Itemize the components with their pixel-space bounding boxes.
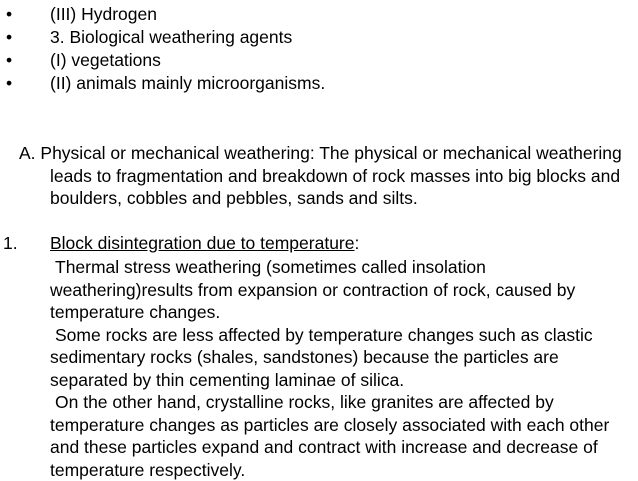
bullet-text: (I) vegetations: [50, 50, 161, 70]
bullet-item: [0, 72, 630, 95]
bullet-list: [0, 3, 630, 95]
bullet-marker: •: [6, 4, 13, 24]
crystalline-rocks-paragraph: On the other hand, crystalline rocks, like granites are affected by temperature changes as particles are closely associated with each other and these particles expand and contract with increase and decrease of temperature respectively.: [50, 392, 610, 480]
bullet-text: (III) Hydrogen: [50, 4, 157, 24]
sedimentary-rocks-paragraph: Some rocks are less affected by temperature changes such as clastic sedimentary rocks (shales, sandstones) because the particles are separated by thin cementing laminae of silica.: [50, 324, 593, 390]
bullet-item: [0, 3, 630, 26]
section-body: [50, 256, 625, 481]
bullet-text: 3. Biological weathering agents: [50, 27, 293, 47]
section-heading-line: [50, 232, 359, 255]
bullet-item: [0, 49, 630, 72]
bullet-marker: •: [6, 73, 13, 93]
section-heading: Block disintegration due to temperature: [50, 233, 355, 253]
thermal-stress-paragraph: Thermal stress weathering (sometimes called insolation weathering)results from expansion or contraction of rock, caused by temperature changes.: [50, 257, 576, 322]
bullet-item: [0, 26, 630, 49]
bullet-marker: •: [6, 50, 13, 70]
section-number: 1.: [3, 233, 18, 253]
physical-weathering-paragraph: A. Physical or mechanical weathering: The physical or mechanical weathering leads to fragmentation and breakdown of rock masses into big blocks and boulders, cobbles and pebbles, sands and silts.: [19, 143, 622, 208]
bullet-marker: •: [6, 27, 13, 47]
section-heading-suffix: :: [354, 233, 360, 253]
bullet-text: (II) animals mainly microorganisms.: [50, 73, 326, 93]
